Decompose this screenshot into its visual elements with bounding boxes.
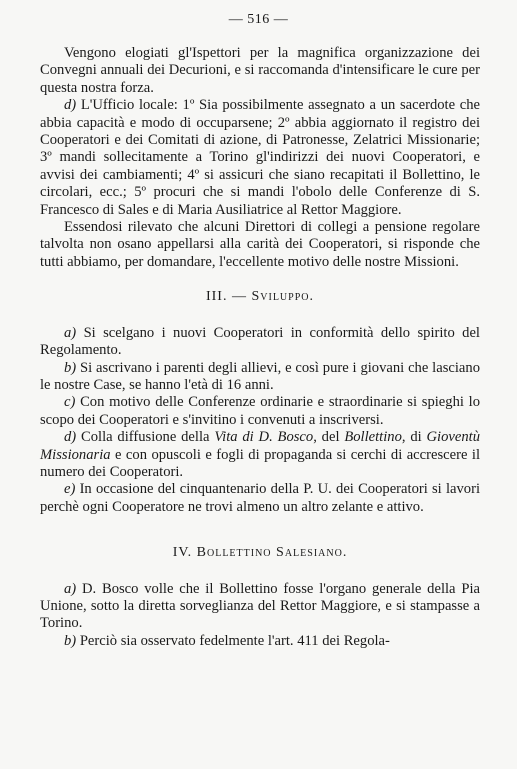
list-item — [40, 325, 480, 360]
item-label: b) — [64, 632, 77, 649]
section-title: Bollettino Salesiano. — [196, 545, 348, 561]
section-numeral: III. — — [205, 289, 252, 305]
item-text: In occasione del cinquantenario della P. U. dei Cooperatori si lavori perchè ogni Cooperatore ne trovi almeno un altro zelante e attivo. — [40, 481, 480, 515]
list-item — [40, 429, 480, 481]
item-text: e con opuscoli e fogli di propaganda si cerchi di accrescere il numero dei Cooperatori. — [40, 446, 480, 480]
item-text: Con motivo delle Conferenze ordinarie e straordinarie si spieghi lo scopo dei Cooperatori e s'invitino i convenuti a inscriversi. — [40, 394, 480, 428]
paragraph-ufficio-locale — [40, 97, 480, 219]
section-heading-sviluppo — [40, 288, 480, 305]
item-label: b) — [64, 359, 77, 376]
item-text: Si scelgano i nuovi Cooperatori in conformità dello spirito del Regolamento. — [40, 324, 480, 359]
item-text: L'Ufficio locale: 1º Sia possibilmente assegnato a un sacerdote che abbia capacità e modo di occuparsene; 2º abbia aggiornato il registro dei Cooperatori e dei Comitati di azione, di Patronesse, Zelatrici Missionarie; 3º mandi sollecitamente a Torino gl'indirizzi dei nuovi Cooperatori, e avvisi dei cambiamenti; 4º si assicuri che siano recapitati il Bollettino, le circolari, ecc.; 5º procuri che si mandi l'obolo delle Conferenze di S. Francesco di Sales e di Maria Ausiliatrice al Rettor Maggiore. — [40, 97, 480, 218]
item-label: e) — [64, 481, 76, 498]
list-item — [40, 581, 480, 633]
section-title: Sviluppo. — [251, 289, 314, 305]
italic-title: Gioventù Missionaria — [40, 429, 481, 463]
item-text: Colla diffusione della — [76, 429, 215, 446]
body-text — [40, 45, 480, 650]
list-item — [40, 633, 480, 650]
item-label: a) — [64, 580, 77, 597]
paragraph-direttori: Essendosi rilevato che alcuni Direttori di collegi a pensione regolare talvolta non osano appellarsi alla carità dei Cooperatori, si risponde che tutti abbiamo, per domandare, l'eccellente motivo delle nostre Missioni. — [40, 219, 480, 270]
item-text: , del — [313, 429, 345, 446]
item-label: d) — [64, 97, 77, 114]
section-heading-bollettino — [40, 544, 480, 561]
item-text: Si ascrivano i parenti degli allievi, e così pure i giovani che lasciano le nostre Case, se hanno l'età di 16 anni. — [40, 359, 480, 393]
paragraph-ispettori: Vengono elogiati gl'Ispettori per la magnifica organizzazione dei Convegni annuali dei Decurioni, e si raccomanda d'intensificare le cure per questa nostra forza. — [40, 45, 480, 96]
item-text: Perciò sia osservato fedelmente l'art. 411 dei Regola- — [76, 632, 390, 649]
italic-title: Vita di D. Bosco — [214, 429, 314, 446]
item-text: , di — [401, 429, 427, 446]
section-numeral: IV. — [172, 545, 197, 561]
list-item — [40, 394, 480, 429]
list-item — [40, 481, 480, 516]
italic-title: Bollettino — [344, 429, 402, 446]
item-label: c) — [64, 394, 76, 411]
page-number: — 516 — — [228, 12, 289, 27]
item-label: a) — [64, 324, 77, 341]
list-item — [40, 360, 480, 395]
item-text: D. Bosco volle che il Bollettino fosse l'organo generale della Pia Unione, sotto la diretta sorveglianza del Rettor Maggiore, e si stampasse a Torino. — [40, 580, 480, 632]
item-label: d) — [64, 429, 77, 446]
